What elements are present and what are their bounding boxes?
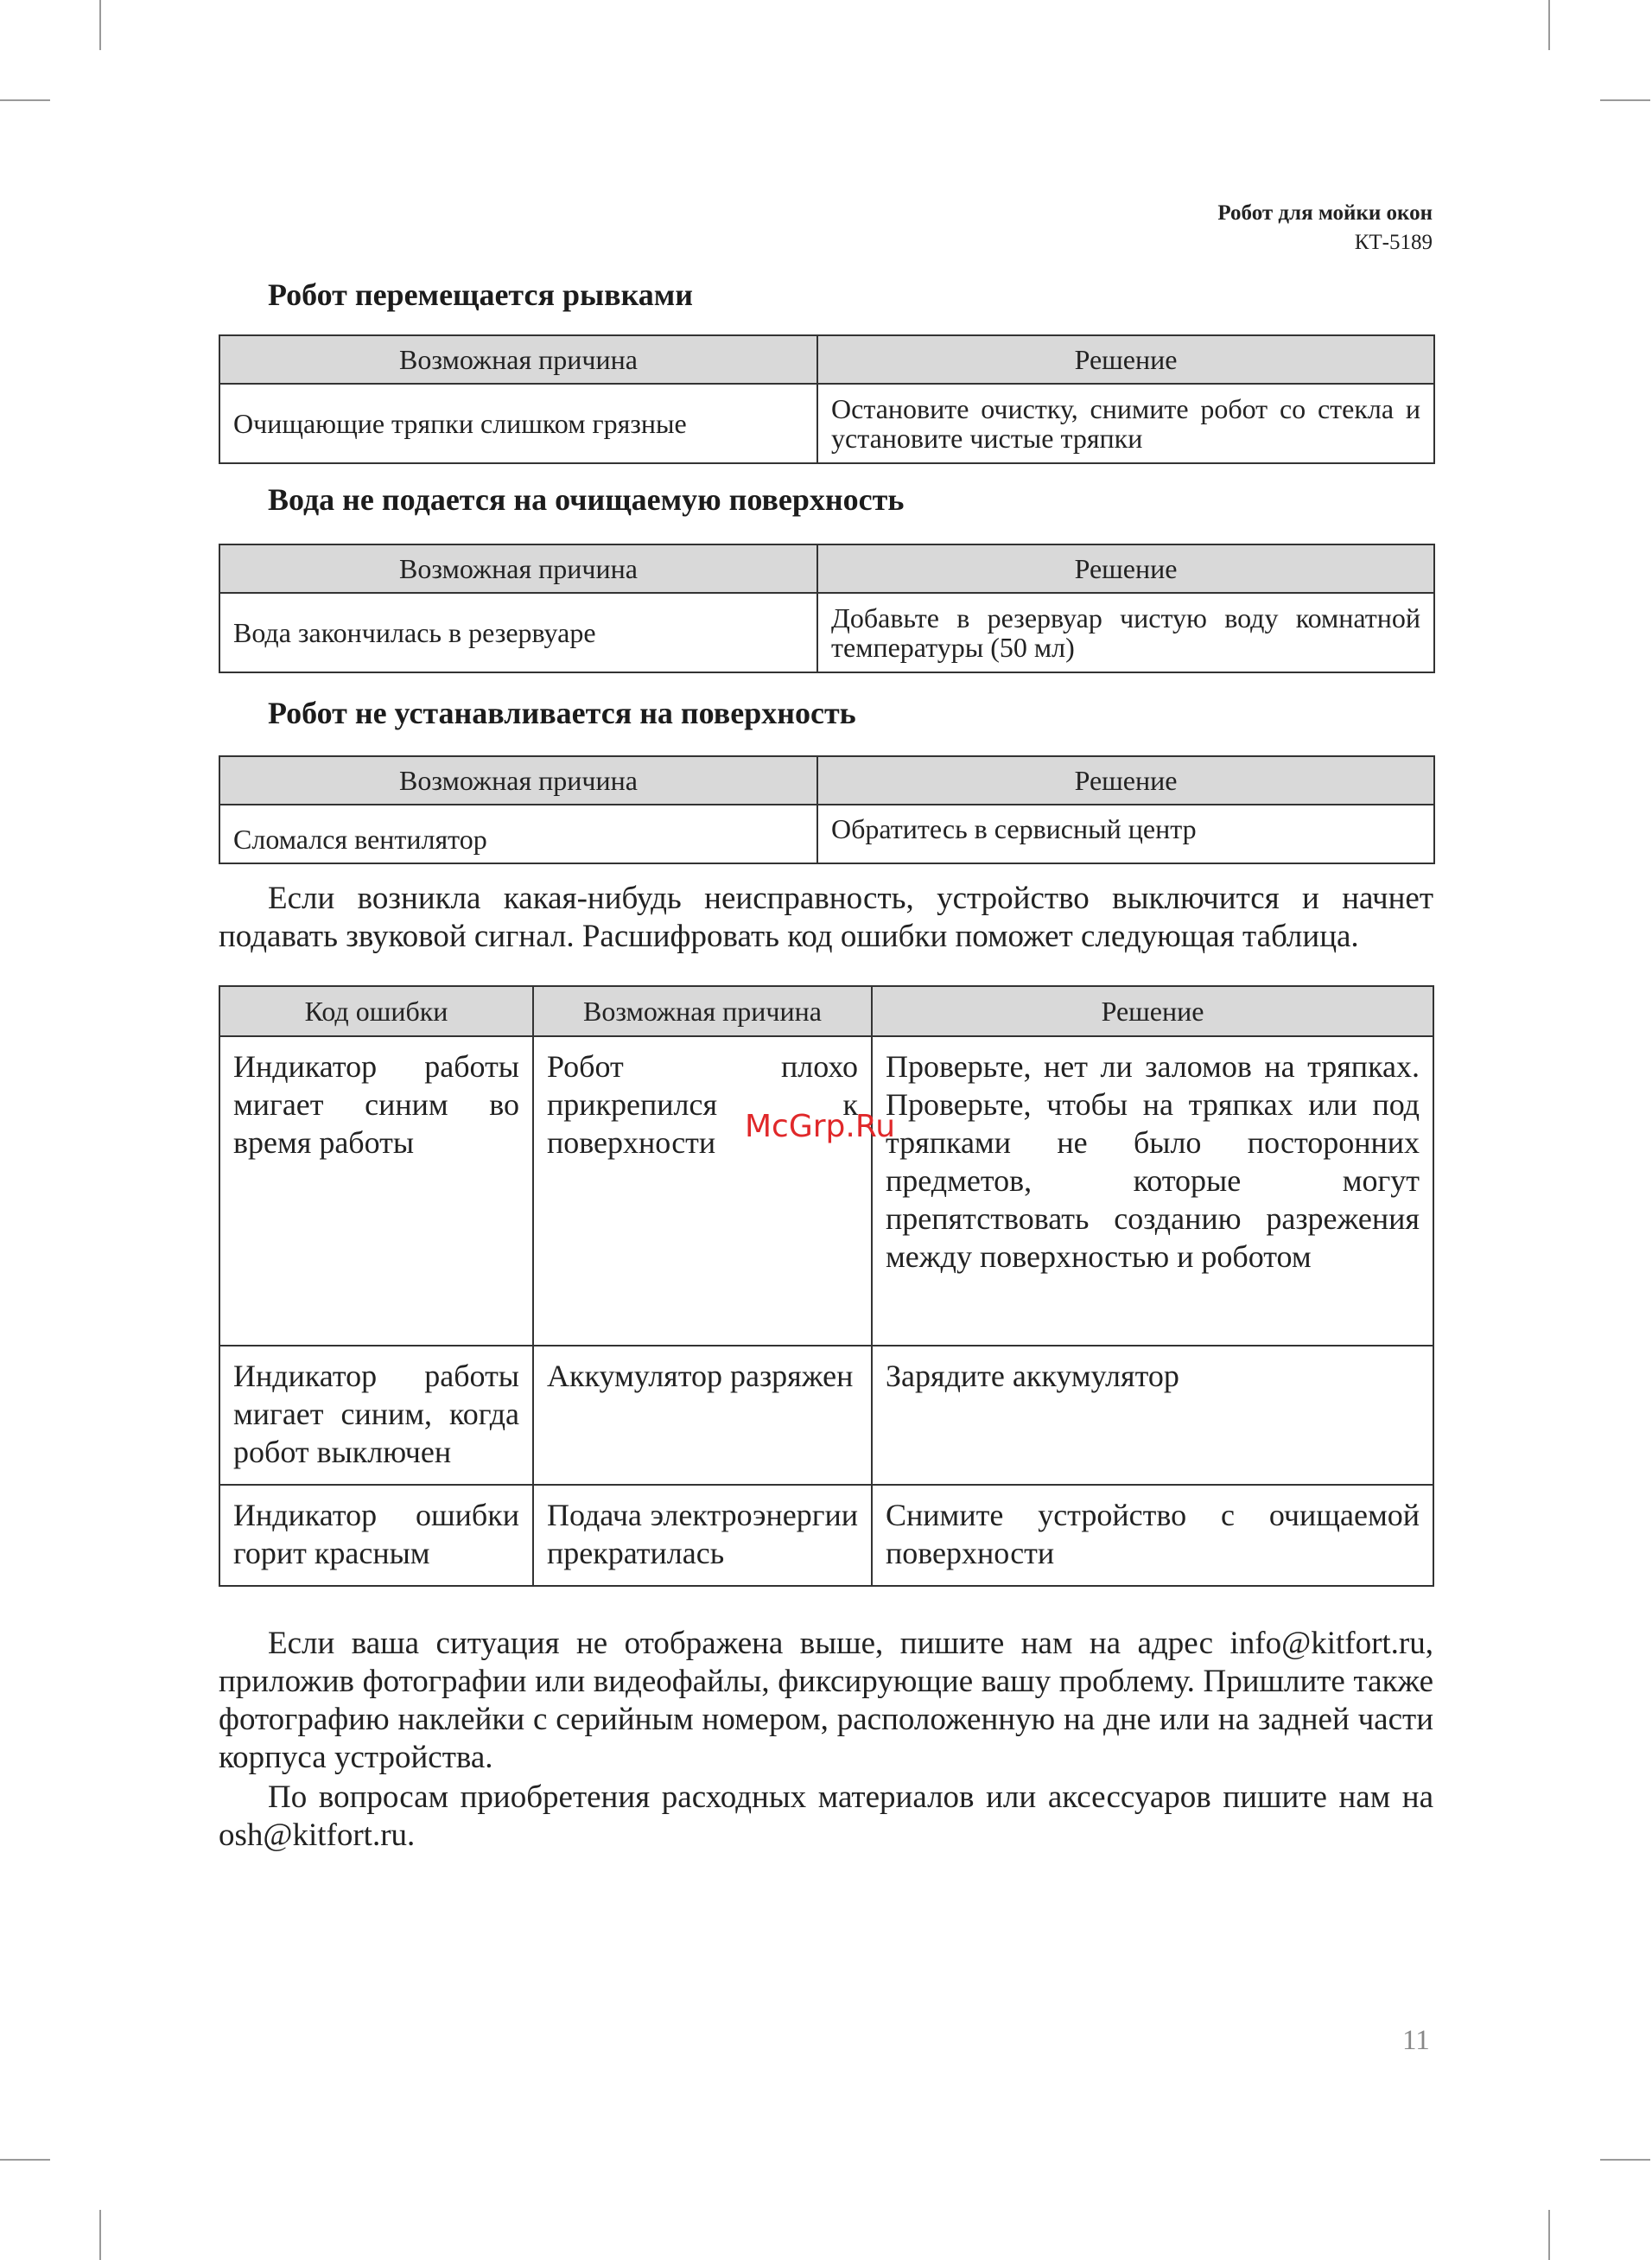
intro-paragraph: Если возникла какая-нибудь неисправность, устройство выключится и начнет подавать звуковой сигнал. Расшифровать код ошибки поможет следующая таблица. bbox=[219, 881, 1433, 954]
error-code-table bbox=[219, 985, 1434, 1587]
solution-cell: Проверьте, нет ли заломов на тряпках. Проверьте, чтобы на тряпках или под тряпками не было посторонних предметов, которые могут препятствовать созданию разрежения между поверхностью и роботом bbox=[872, 1036, 1433, 1346]
crop-mark bbox=[99, 2210, 101, 2260]
table-row bbox=[219, 1485, 1433, 1586]
page-number: 11 bbox=[1402, 2025, 1430, 2056]
column-header-solution: Решение bbox=[817, 335, 1434, 384]
accessories-paragraph: По вопросам приобретения расходных материалов или аксессуаров пишите нам на osh@kitfort.ru. bbox=[219, 1779, 1433, 1853]
column-header-code: Код ошибки bbox=[219, 986, 533, 1036]
solution-cell: Зарядите аккумулятор bbox=[872, 1346, 1433, 1485]
column-header-cause: Возможная причина bbox=[219, 335, 817, 384]
troubleshoot-table bbox=[219, 544, 1435, 673]
table-row bbox=[219, 1346, 1433, 1485]
cause-cell: Сломался вентилятор bbox=[219, 805, 817, 863]
cause-cell: Робот плохо прикрепился к поверхности bbox=[533, 1036, 872, 1346]
solution-cell: Остановите очистку, снимите робот со стекла и установите чистые тряпки bbox=[817, 384, 1434, 463]
column-header-cause: Возможная причина bbox=[219, 756, 817, 805]
section-heading: Робот перемещается рывками bbox=[268, 277, 694, 312]
cause-cell: Аккумулятор разряжен bbox=[533, 1346, 872, 1485]
column-header-cause: Возможная причина bbox=[533, 986, 872, 1036]
column-header-solution: Решение bbox=[872, 986, 1433, 1036]
solution-cell: Снимите устройство с очищаемой поверхности bbox=[872, 1485, 1433, 1586]
section-heading: Вода не подается на очищаемую поверхность bbox=[268, 482, 905, 517]
header-title: Робот для мойки окон bbox=[1217, 201, 1433, 225]
crop-mark bbox=[0, 2159, 50, 2161]
running-header bbox=[1217, 199, 1433, 258]
crop-mark bbox=[1548, 2210, 1550, 2260]
troubleshoot-table bbox=[219, 334, 1435, 464]
contact-paragraph: Если ваша ситуация не отображена выше, пишите нам на адрес info@kitfort.ru, приложив фотографии или видеофайлы, фиксирующие вашу проблему. Пришлите также фотографию наклейки с серийным номером, расположенную на дне или на задней части корпуса устройства. bbox=[219, 1626, 1433, 1775]
header-model: КТ-5189 bbox=[1354, 231, 1433, 254]
cause-cell: Подача электроэнергии прекратилась bbox=[533, 1485, 872, 1586]
crop-mark bbox=[1548, 0, 1550, 50]
section-heading: Робот не устанавливается на поверхность bbox=[268, 696, 856, 730]
crop-mark bbox=[0, 99, 50, 101]
cause-cell: Очищающие тряпки слишком грязные bbox=[219, 384, 817, 463]
solution-cell: Добавьте в резервуар чистую воду комнатной температуры (50 мл) bbox=[817, 593, 1434, 672]
watermark-text: McGrp.Ru bbox=[745, 1109, 896, 1144]
column-header-solution: Решение bbox=[817, 756, 1434, 805]
crop-mark bbox=[99, 0, 101, 50]
error-code-cell: Индикатор ошибки горит красным bbox=[219, 1485, 533, 1586]
error-code-cell: Индикатор работы мигает синим во время работы bbox=[219, 1036, 533, 1346]
column-header-cause: Возможная причина bbox=[219, 544, 817, 593]
cause-cell: Вода закончилась в резервуаре bbox=[219, 593, 817, 672]
solution-cell: Обратитесь в сервисный центр bbox=[817, 805, 1434, 863]
troubleshoot-table bbox=[219, 755, 1435, 864]
error-code-cell: Индикатор работы мигает синим, когда робот выключен bbox=[219, 1346, 533, 1485]
crop-mark bbox=[1600, 2159, 1650, 2161]
column-header-solution: Решение bbox=[817, 544, 1434, 593]
table-row bbox=[219, 1036, 1433, 1346]
crop-mark bbox=[1600, 99, 1650, 101]
